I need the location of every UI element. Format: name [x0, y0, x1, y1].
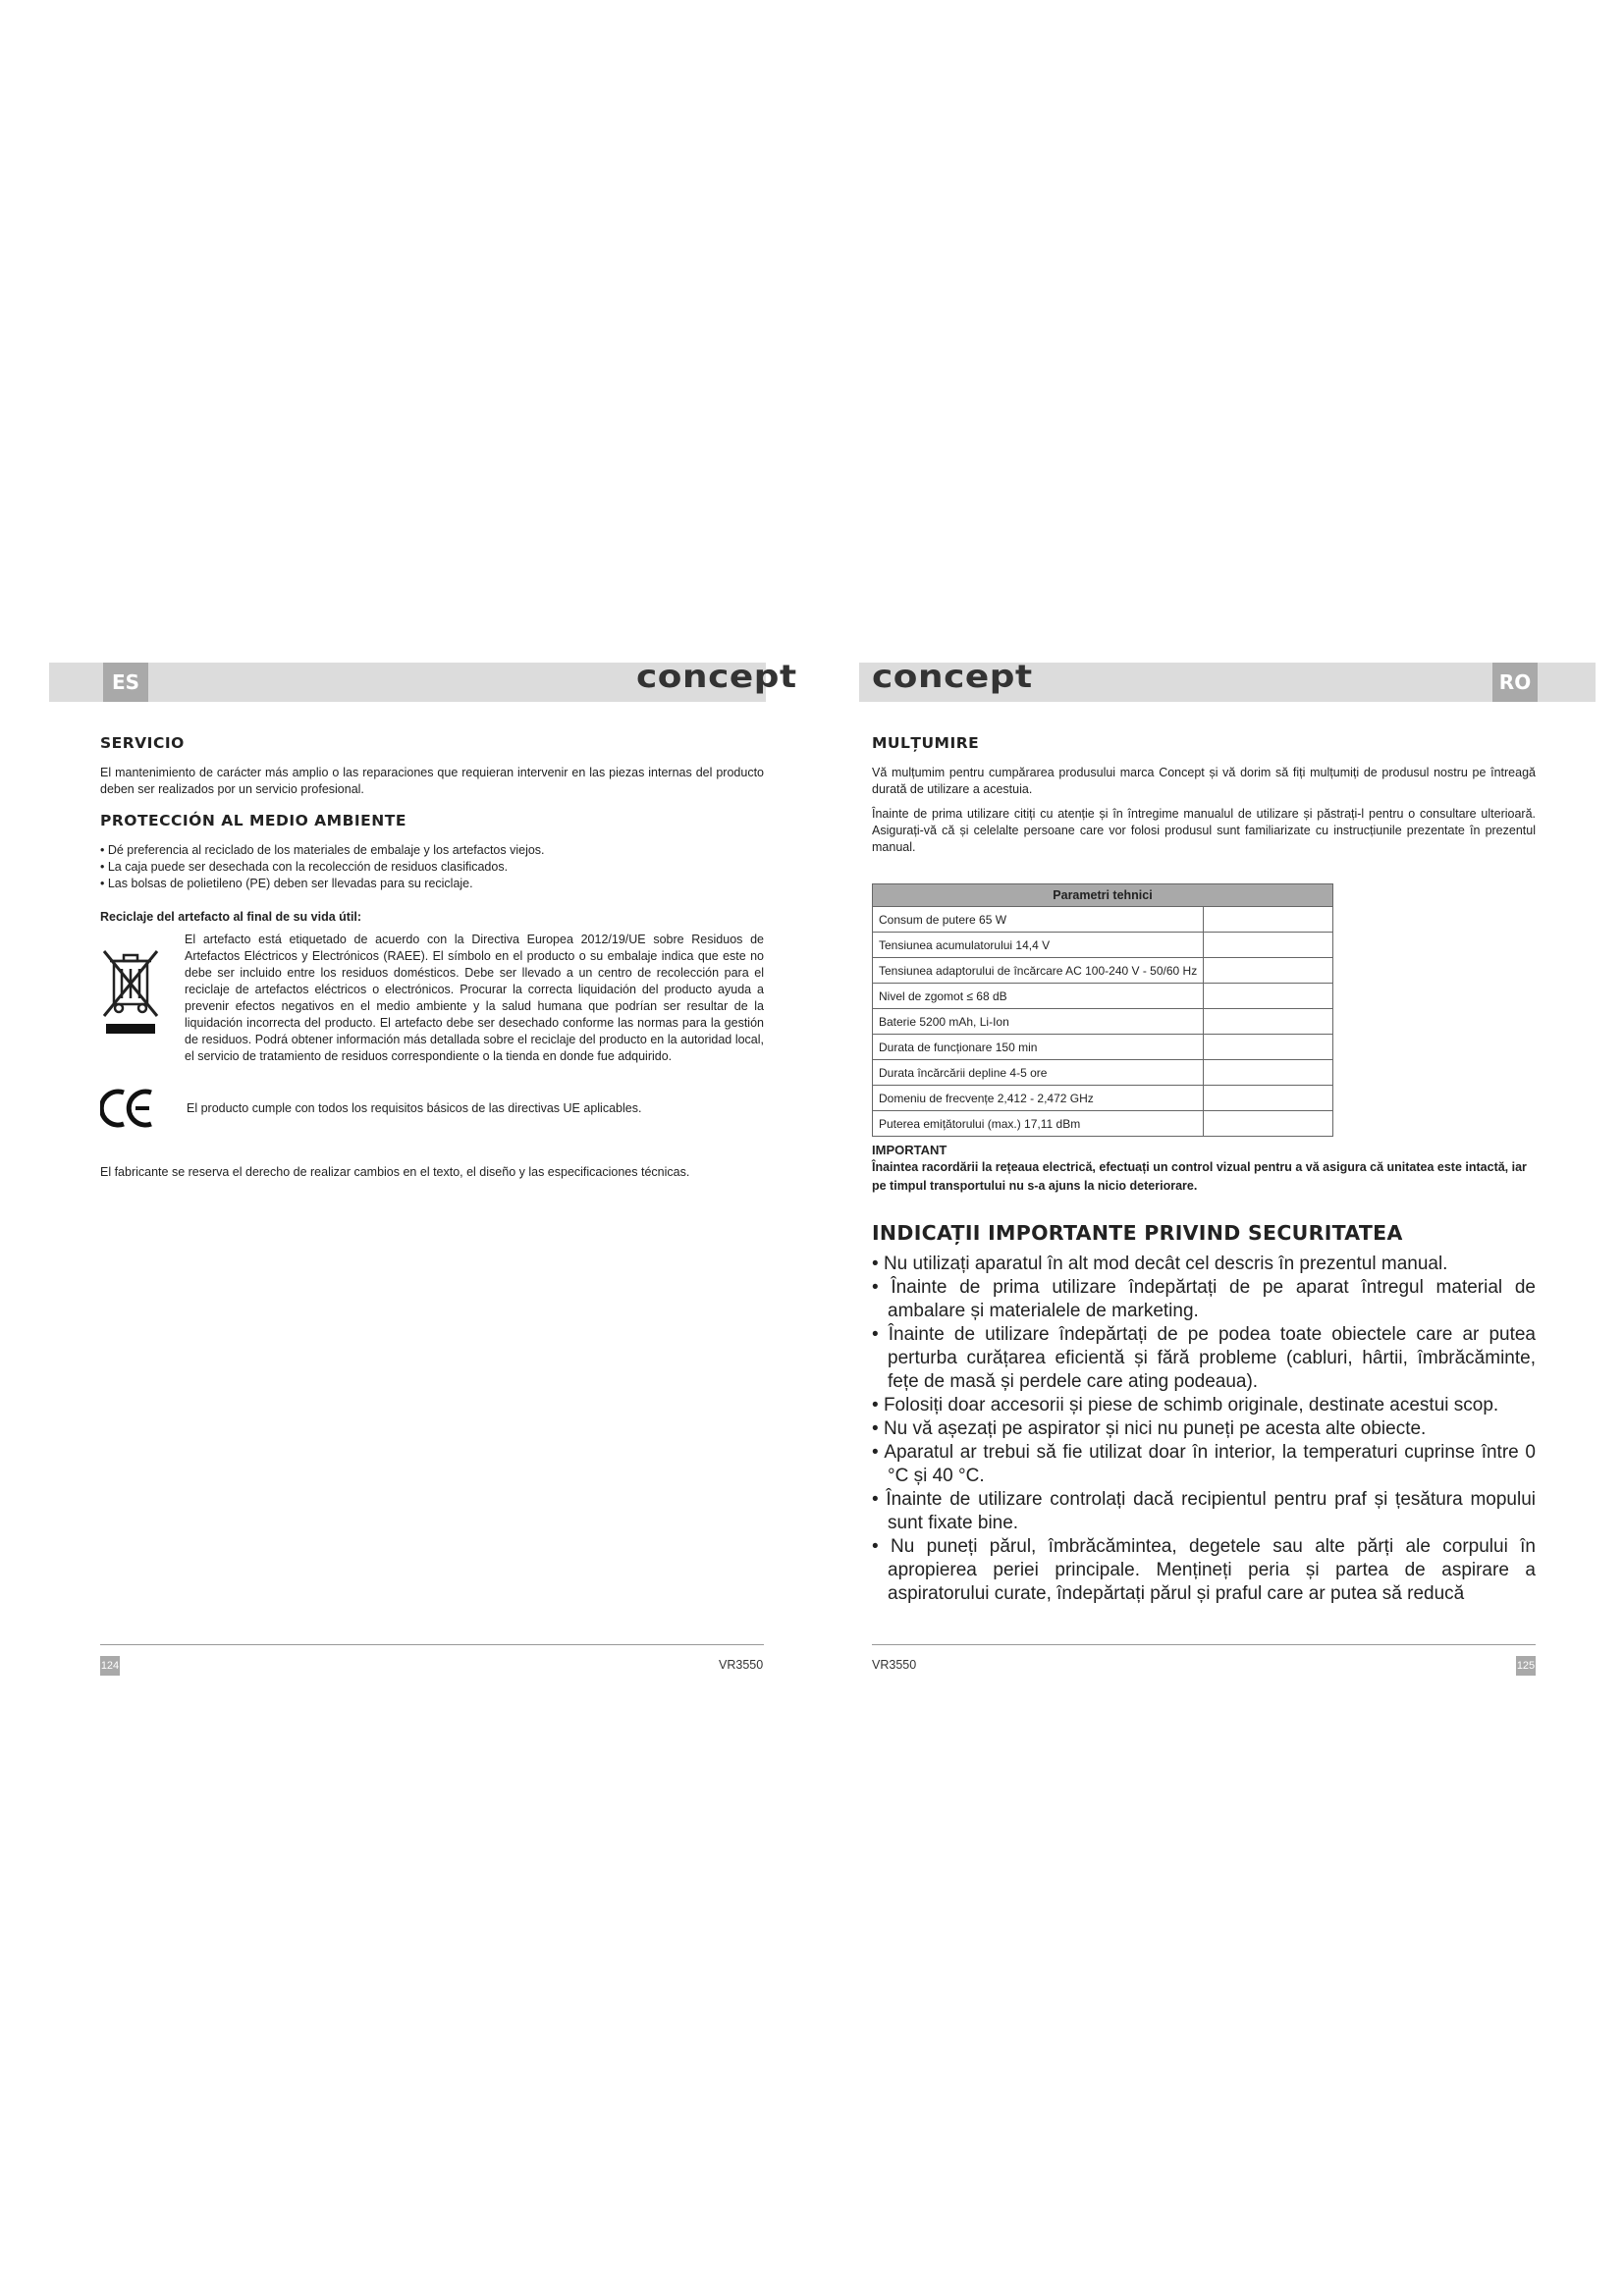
- table-row: [873, 958, 1333, 984]
- brand-logo-left: [636, 655, 797, 698]
- recycling-text: El artefacto está etiquetado de acuerdo con la Directiva Europea 2012/19/UE sobre Residuos de Artefactos Eléctricos y Electrónicos (RAEE). El símbolo en el producto o su embalaje indica que este no debe ser incluido entre los residuos domésticos. Debe ser llevado a un centro de recolección para el reciclaje de artefactos eléctricos o electrónicos. Procurar la correcta liquidación del producto ayuda a prevenir efectos negativos en el medio ambiente y la salud humana que podrían ser resultar de la liquidación incorrecta del producto. El artefacto debe ser desechado conforme las normas para la gestión de residuos. Podrá obtener información más detallada sobre el reciclaje del producto en la autoridad local, el servicio de tratamiento de residuos correspondiente o la tienda en donde fue adquirido.: [185, 933, 764, 1063]
- thanks-heading: MULȚUMIRE: [872, 734, 980, 752]
- page-es: [100, 734, 764, 1179]
- model-number-left: VR3550: [719, 1658, 764, 1672]
- table-row: [873, 907, 1333, 933]
- brand-logo-right-text: concept: [872, 658, 1033, 695]
- page-number-left: 124: [100, 1656, 120, 1676]
- table-row: [873, 1111, 1333, 1137]
- table-row: [873, 1086, 1333, 1111]
- table-cell: Baterie 5200 mAh, Li-Ion: [873, 1009, 1204, 1035]
- list-item: • Folosiți doar accesorii și piese de schimb originale, destinate acestui scop.: [872, 1394, 1536, 1417]
- list-item: • Aparatul ar trebui să fie utilizat doar în interior, la temperaturi cuprinse între 0 °C și 40 °C.: [872, 1441, 1536, 1488]
- brand-logo-right: [872, 655, 1033, 698]
- safety-heading: INDICAȚII IMPORTANTE PRIVIND SECURITATEA: [872, 1221, 1403, 1245]
- ce-mark-icon: [100, 1087, 157, 1130]
- list-item: • Nu puneți părul, îmbrăcămintea, degetele sau alte părți ale corpului în apropierea periei principale. Mențineți peria și partea de aspirare a aspiratorului curate, îndepărtați părul și praful care ar putea să reducă: [872, 1535, 1536, 1606]
- table-row: [873, 984, 1333, 1009]
- table-cell: Durata de funcționare 150 min: [873, 1035, 1204, 1060]
- table-row: [873, 1060, 1333, 1086]
- footer-line-left: [100, 1644, 764, 1645]
- environment-heading: PROTECCIÓN AL MEDIO AMBIENTE: [100, 812, 406, 829]
- ce-block: [100, 1087, 764, 1130]
- servicio-text: El mantenimiento de carácter más amplio o las reparaciones que requieran intervenir en las piezas internas del producto deben ser realizados por un servicio profesional.: [100, 766, 764, 796]
- table-row: [873, 933, 1333, 958]
- list-item: • Nu utilizați aparatul în alt mod decât cel descris în prezentul manual.: [872, 1253, 1536, 1276]
- ce-text: El producto cumple con todos los requisitos básicos de las directivas UE aplicables.: [187, 1101, 642, 1115]
- important-text: Înaintea racordării la rețeaua electrică, efectuați un control vizual pentru a vă asigura că unitatea este intactă, iar pe timpul transportului nu s-a ajuns la nicio deteriorare.: [872, 1160, 1527, 1193]
- table-cell: Nivel de zgomot ≤ 68 dB: [873, 984, 1204, 1009]
- thanks-paragraph-2: Înainte de prima utilizare citiți cu atenție și în întregime manualul de utilizare și păstrați-l pentru o consultare ulterioară. Asigurați-vă că și celelalte persoane care vor folosi produsul sunt familiarizate cu instrucțiunile prezentate în prezentul manual.: [872, 807, 1536, 854]
- list-item: • Dé preferencia al reciclado de los materiales de embalaje y los artefactos viejos.: [100, 842, 764, 859]
- footer-line-right: [872, 1644, 1536, 1645]
- table-cell: Domeniu de frecvențe 2,412 - 2,472 GHz: [873, 1086, 1204, 1111]
- language-badge-ro: RO: [1492, 663, 1538, 702]
- list-item: • Înainte de utilizare controlați dacă recipientul pentru praf și țesătura mopului sunt fixate bine.: [872, 1488, 1536, 1535]
- brand-logo-left-text: concept: [636, 658, 797, 695]
- table-cell: Puterea emițătorului (max.) 17,11 dBm: [873, 1111, 1204, 1137]
- page-ro: [872, 734, 1536, 1606]
- important-heading: IMPORTANT: [872, 1143, 947, 1157]
- table-row: [873, 1009, 1333, 1035]
- weee-bin-icon: [100, 932, 171, 1065]
- tech-params-title: Parametri tehnici: [873, 884, 1333, 907]
- manufacturer-note: El fabricante se reserva el derecho de realizar cambios en el texto, el diseño y las especificaciones técnicas.: [100, 1165, 690, 1179]
- table-cell: Tensiunea adaptorului de încărcare AC 100-240 V - 50/60 Hz: [873, 958, 1204, 984]
- environment-list: [100, 842, 764, 892]
- table-cell: Consum de putere 65 W: [873, 907, 1204, 933]
- servicio-heading: SERVICIO: [100, 734, 185, 752]
- list-item: • Las bolsas de polietileno (PE) deben ser llevadas para su reciclaje.: [100, 876, 764, 892]
- table-cell: Durata încărcării depline 4-5 ore: [873, 1060, 1204, 1086]
- model-number-right: VR3550: [872, 1658, 917, 1672]
- list-item: • La caja puede ser desechada con la recolección de residuos clasificados.: [100, 859, 764, 876]
- language-badge-es: ES: [103, 663, 148, 702]
- recycling-heading: Reciclaje del artefacto al final de su vida útil:: [100, 910, 362, 924]
- page-number-right: 125: [1516, 1656, 1536, 1676]
- list-item: • Înainte de utilizare îndepărtați de pe podea toate obiectele care ar putea perturba curățarea eficientă și fără probleme (cabluri, hârtii, îmbrăcăminte, fețe de masă și perdele care ating podeaua).: [872, 1323, 1536, 1394]
- table-cell: Tensiunea acumulatorului 14,4 V: [873, 933, 1204, 958]
- list-item: • Nu vă așezați pe aspirator și nici nu puneți pe acesta alte obiecte.: [872, 1417, 1536, 1441]
- safety-list: [872, 1253, 1536, 1606]
- table-row: [873, 1035, 1333, 1060]
- thanks-paragraph-1: Vă mulțumim pentru cumpărarea produsului marca Concept și vă dorim să fiți mulțumiți de produsul nostru pe întreagă durată de utilizare a acestuia.: [872, 766, 1536, 796]
- weee-block: [100, 932, 764, 1065]
- tech-params-table: [872, 883, 1333, 1137]
- list-item: • Înainte de prima utilizare îndepărtați de pe aparat întregul material de ambalare și materialele de marketing.: [872, 1276, 1536, 1323]
